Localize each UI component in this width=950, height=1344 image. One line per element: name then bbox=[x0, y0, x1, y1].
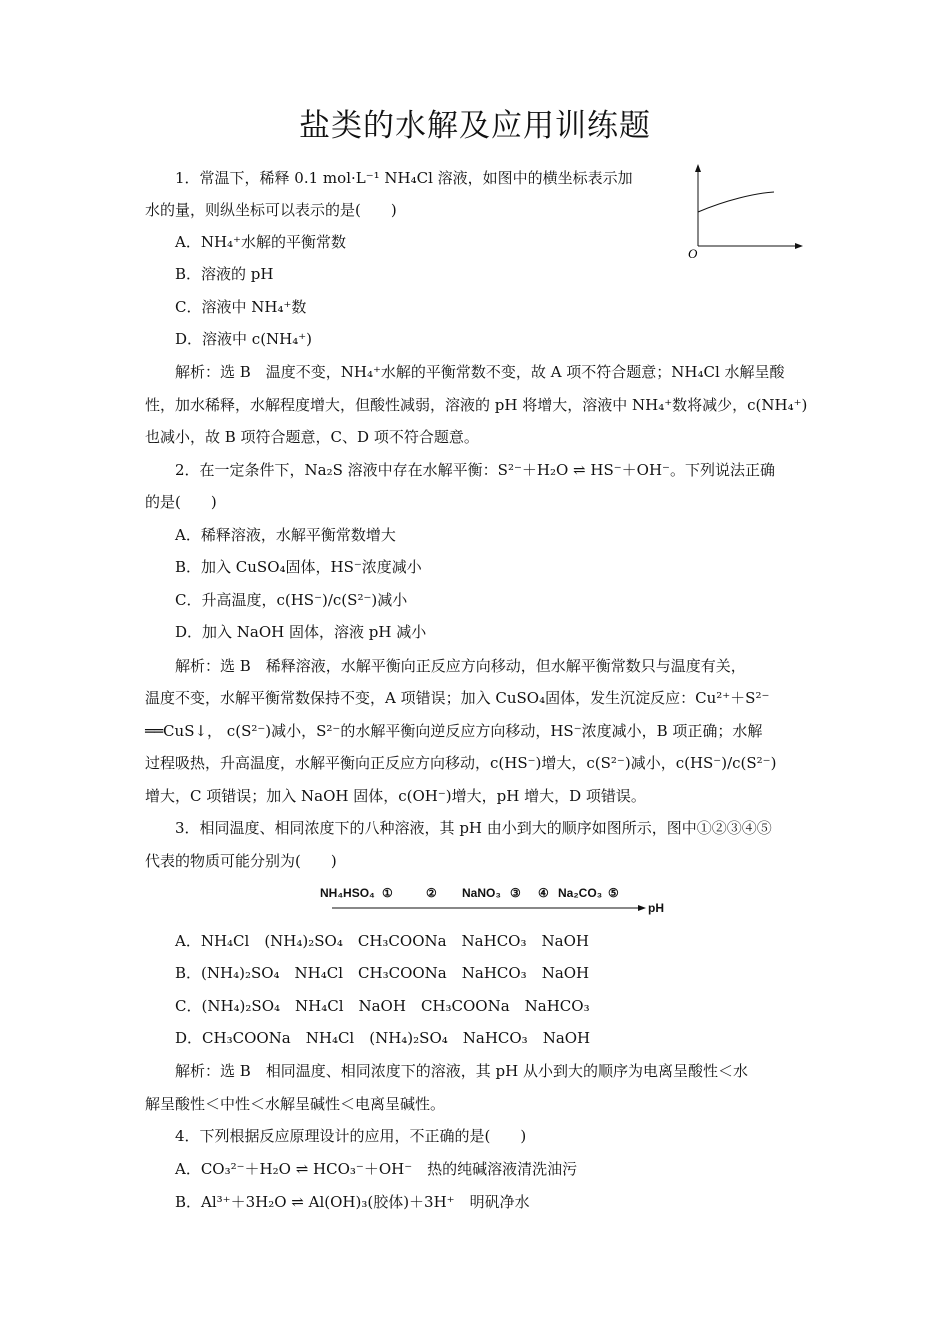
q3-option-c: C．(NH₄)₂SO₄ NH₄Cl NaOH CH₃COONa NaHCO₃ bbox=[175, 997, 590, 1015]
q1-option-a: A．NH₄⁺水解的平衡常数 bbox=[175, 233, 346, 251]
q4-option-a: A．CO₃²⁻＋H₂O ⇌ HCO₃⁻＋OH⁻ 热的纯碱溶液清洗油污 bbox=[175, 1160, 578, 1178]
q1-stem-line1: 1．常温下，稀释 0.1 mol·L⁻¹ NH₄Cl 溶液，如图中的横坐标表示加 bbox=[175, 169, 633, 187]
q1-figure-origin: O bbox=[688, 246, 698, 260]
q3-stem-line1: 3．相同温度、相同浓度下的八种溶液，其 pH 由小到大的顺序如图所示，图中①②③④⑤ bbox=[175, 819, 772, 837]
q3-axis-label-na2co3: Na₂CO₃ bbox=[558, 886, 603, 900]
q3-option-a: A．NH₄Cl (NH₄)₂SO₄ CH₃COONa NaHCO₃ NaOH bbox=[175, 932, 589, 950]
q2-option-b: B．加入 CuSO₄固体，HS⁻浓度减小 bbox=[175, 558, 422, 576]
q2-analysis-line5: 增大，C 项错误；加入 NaOH 固体，c(OH⁻)增大，pH 增大，D 项错误。 bbox=[145, 787, 646, 805]
q2-analysis-line1: 解析：选 B 稀释溶液，水解平衡向正反应方向移动，但水解平衡常数只与温度有关， bbox=[175, 657, 746, 675]
q2-analysis-line4: 过程吸热，升高温度，水解平衡向正反应方向移动，c(HS⁻)增大，c(S²⁻)减小，c(HS⁻)/c(S²⁻) bbox=[145, 754, 777, 772]
q1-option-b: B．溶液的 pH bbox=[175, 265, 274, 283]
q1-figure bbox=[686, 162, 806, 260]
q3-analysis-line2: 解呈酸性＜中性＜水解呈碱性＜电离呈碱性。 bbox=[145, 1095, 446, 1113]
q4-option-b: B．Al³⁺＋3H₂O ⇌ Al(OH)₃(胶体)＋3H⁺ 明矾净水 bbox=[175, 1193, 530, 1211]
q2-analysis-line2: 温度不变，水解平衡常数保持不变，A 项错误；加入 CuSO₄固体，发生沉淀反应：Cu²⁺＋S²⁻ bbox=[145, 689, 770, 707]
q1-figure-x-arrow bbox=[795, 243, 803, 249]
q3-option-b: B．(NH₄)₂SO₄ NH₄Cl CH₃COONa NaHCO₃ NaOH bbox=[175, 964, 590, 982]
q3-stem-line2: 代表的物质可能分别为( ) bbox=[145, 852, 337, 870]
q3-ph-axis-figure bbox=[318, 880, 668, 920]
q1-figure-curve bbox=[698, 192, 774, 212]
q3-axis-label-nano3: NaNO₃ bbox=[462, 886, 501, 900]
q3-axis-label-2: ② bbox=[426, 886, 437, 900]
q2-stem-line2: 的是( ) bbox=[145, 493, 217, 511]
q2-analysis-line3: ══CuS↓， c(S²⁻)减小，S²⁻的水解平衡向逆反应方向移动，HS⁻浓度减小，B 项正确；水解 bbox=[145, 722, 763, 740]
q1-option-c: C．溶液中 NH₄⁺数 bbox=[175, 298, 307, 316]
q3-axis-label-3: ③ bbox=[510, 886, 521, 900]
q1-option-d: D．溶液中 c(NH₄⁺) bbox=[175, 330, 313, 348]
q1-analysis-line2: 性，加水稀释，水解程度增大，但酸性减弱，溶液的 pH 将增大，溶液中 NH₄⁺数将减少，c(NH₄⁺) bbox=[145, 396, 808, 414]
q2-stem-line1: 2．在一定条件下，Na₂S 溶液中存在水解平衡：S²⁻＋H₂O ⇌ HS⁻＋OH⁻。下列说法正确 bbox=[175, 461, 775, 479]
q3-axis-label-4: ④ bbox=[538, 886, 549, 900]
q2-option-a: A．稀释溶液，水解平衡常数增大 bbox=[175, 526, 396, 544]
q1-analysis-line3: 也减小，故 B 项符合题意，C、D 项不符合题意。 bbox=[145, 428, 479, 446]
q3-axis-end-ph: pH bbox=[648, 901, 664, 915]
q2-option-d: D．加入 NaOH 固体，溶液 pH 减小 bbox=[175, 623, 427, 641]
q3-analysis-line1: 解析：选 B 相同温度、相同浓度下的溶液，其 pH 从小到大的顺序为电离呈酸性＜水 bbox=[175, 1062, 749, 1080]
page-title: 盐类的水解及应用训练题 bbox=[299, 108, 651, 144]
q1-analysis-line1: 解析：选 B 温度不变，NH₄⁺水解的平衡常数不变，故 A 项不符合题意；NH₄Cl 水解呈酸 bbox=[175, 363, 785, 381]
q3-ph-axis-arrow bbox=[638, 905, 646, 911]
q3-axis-label-nh4hso4: NH₄HSO₄ bbox=[320, 886, 375, 900]
q3-axis-label-5: ⑤ bbox=[608, 886, 619, 900]
q3-axis-label-1: ① bbox=[382, 886, 393, 900]
q4-stem: 4．下列根据反应原理设计的应用，不正确的是( ) bbox=[175, 1127, 527, 1145]
q2-option-c: C．升高温度，c(HS⁻)/c(S²⁻)减小 bbox=[175, 591, 408, 609]
q1-stem-line2: 水的量，则纵坐标可以表示的是( ) bbox=[145, 201, 397, 219]
q3-option-d: D．CH₃COONa NH₄Cl (NH₄)₂SO₄ NaHCO₃ NaOH bbox=[175, 1029, 591, 1047]
q1-figure-y-arrow bbox=[695, 164, 701, 172]
